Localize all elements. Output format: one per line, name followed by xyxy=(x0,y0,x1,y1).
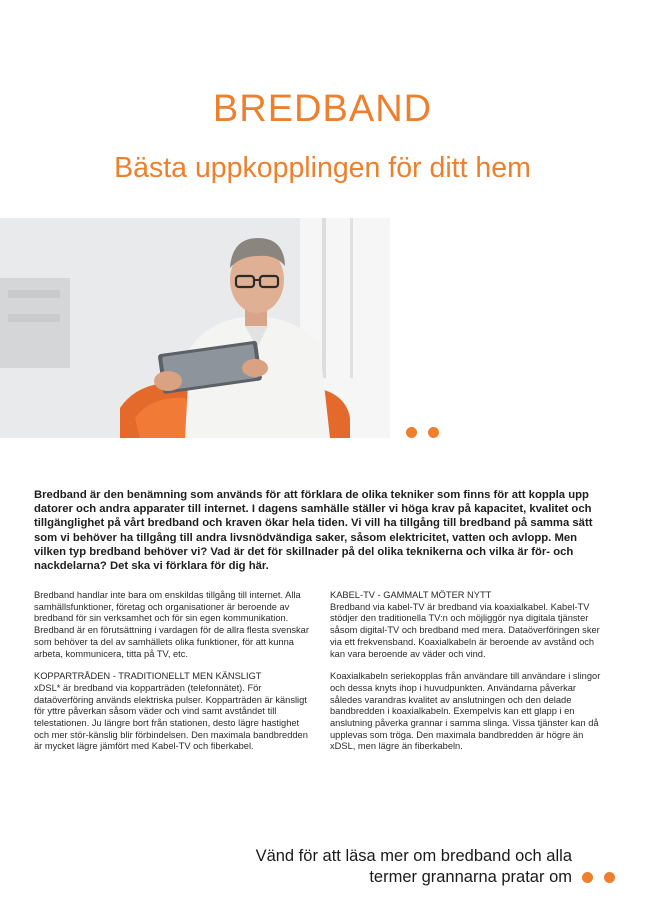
orange-dot-icon xyxy=(582,872,593,883)
right-section-heading: KABEL-TV - GAMMALT MÖTER NYTT xyxy=(330,590,492,600)
decorative-dots-bottom xyxy=(582,872,615,883)
left-paragraph-1: Bredband handlar inte bara om enskildas tillgång till internet. Alla samhällsfunktioner, företag och organisationer är beroende av bredband för sin verksamhet och för sin egen kommunikation. Bredband är en förutsättning i vardagen för de allra flesta svenskar som behöver ta del av samhällets olika funktioner, för att kunna arbeta, kommunicera, titta på TV, etc. xyxy=(34,590,309,659)
orange-dot-icon xyxy=(604,872,615,883)
left-paragraph-2: xDSL* är bredband via kopparträden (telefonnätet). För dataöverföring används elektriska pulser. Kopparträden är känsligt för yttre påverkan såsom väder och vind samt avståndet till telestationen. Ju längre bort från stationen, desto lägre hastighet och mer stör-känslig blir förbindelsen. Den maximala bandbredden är mycket lägre jämfört med Kabel-TV och fiberkabel. xyxy=(34,682,308,752)
footer-line-1: Vänd för att läsa mer om bredband och alla xyxy=(255,847,572,865)
page-subtitle: Bästa uppkopplingen för ditt hem xyxy=(114,152,531,184)
footer-line-2: termer grannarna pratar om xyxy=(369,867,572,886)
footer-text xyxy=(256,846,572,887)
left-section-heading: KOPPARTRÅDEN - TRADITIONELLT MEN KÄNSLIGT xyxy=(34,671,262,682)
intro-paragraph: Bredband är den benämning som används för att förklara de olika tekniker som finns för att koppla upp datorer och andra apparater till internet. I dagens samhälle ställer vi höga krav på kapacitet, kvalitet och tillgänglighet på vårt bredband och kraven ökar hela tiden. Vi vill ha tillgång till bredband på samma sätt som vi behöver ha tillgång till andra livsnödvändiga saker, såsom elektricitet, vatten och avlopp. Men vilken typ bredband behöver vi? Vad är det för skillnader på del olika teknikerna och vilka är för- och nackdelarna? Det ska vi förklara för dig här. xyxy=(34,489,593,573)
left-column xyxy=(34,590,312,764)
right-paragraph-1: Bredband via kabel-TV är bredband via koaxialkabel. Kabel-TV stödjer den traditionella TV:n och möjliggör nya digitala tjänster såsom digital-TV och bredband med mera. Dataöverföringen sker via ett frekvensband. Koaxialkabeln är beroende av avstånd och kan vara beroende av väder och vind. xyxy=(330,601,600,659)
page-title: BREDBAND xyxy=(212,88,433,130)
orange-dot-icon xyxy=(428,427,439,438)
right-paragraph-2: Koaxialkabeln seriekopplas från användare till användare i slingor och dessa knyts ihop i huvudpunkten. Användarna påverkar således varandras kvalitet av anslutningen och den delade bandbredden i koaxialkabeln. Exempelvis kan ett glapp i en anslutning påverka grannar i samma slinga. Vissa tjänster kan då upplevas som tröga. Den maximala bandbredden är högre än xDSL, men lägre än fiberkabeln. xyxy=(330,671,601,752)
right-column xyxy=(330,590,608,764)
orange-dot-icon xyxy=(406,427,417,438)
man-with-tablet-photo xyxy=(0,218,390,438)
decorative-dots-top xyxy=(406,427,439,438)
